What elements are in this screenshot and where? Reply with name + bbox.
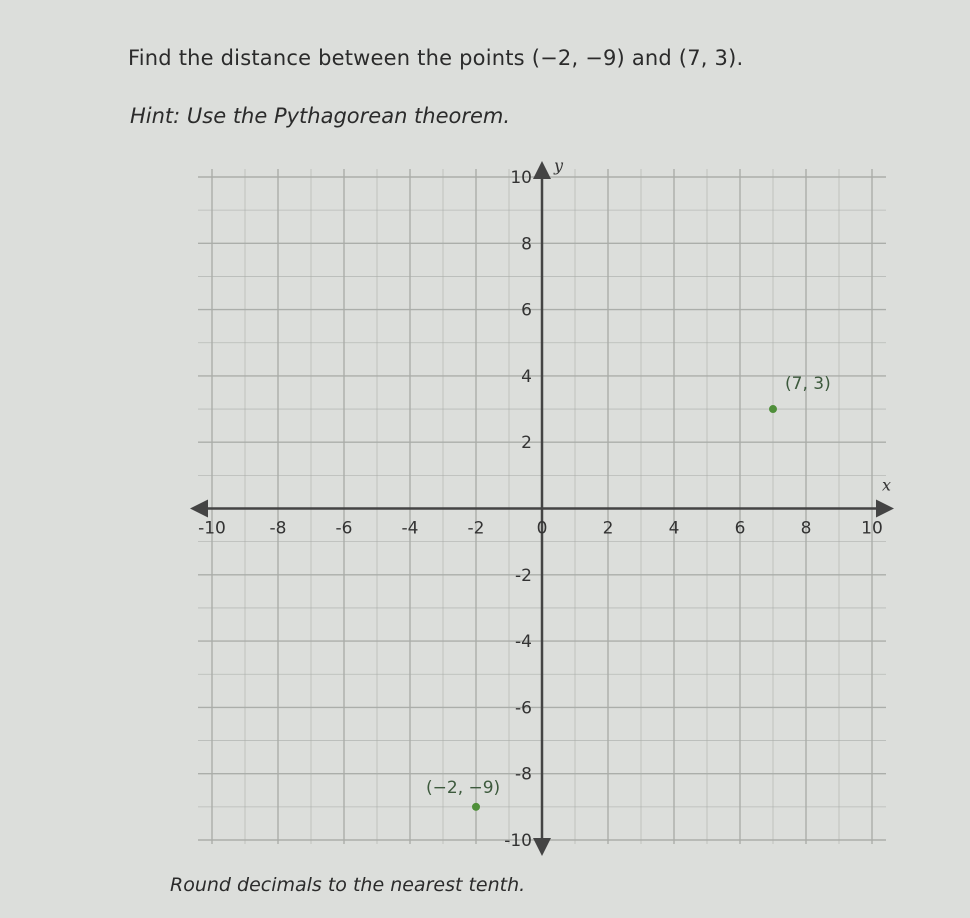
y-tick-label: -4 bbox=[515, 632, 532, 653]
y-tick-label: -6 bbox=[515, 698, 532, 719]
point-label: (7, 3) bbox=[785, 374, 831, 395]
x-tick-label: 2 bbox=[602, 518, 614, 539]
data-point bbox=[472, 803, 480, 811]
x-tick-label: 8 bbox=[800, 518, 812, 539]
y-tick-label: -2 bbox=[515, 565, 532, 586]
y-axis-arrow-up bbox=[533, 161, 551, 179]
hint-text: Hint: Use the Pythagorean theorem. bbox=[130, 104, 511, 128]
x-tick-label: -8 bbox=[269, 518, 287, 539]
y-tick-label: 8 bbox=[521, 234, 532, 255]
x-tick-label: -2 bbox=[467, 518, 485, 539]
x-tick-label: 6 bbox=[734, 518, 746, 539]
y-axis-arrow-down bbox=[533, 838, 551, 856]
y-tick-label: 6 bbox=[521, 300, 532, 321]
x-tick-label: 10 bbox=[861, 518, 883, 539]
x-tick-label: 4 bbox=[668, 518, 680, 539]
x-axis-label: x bbox=[882, 475, 892, 495]
axes bbox=[190, 161, 894, 856]
point-label: (−2, −9) bbox=[426, 777, 501, 798]
x-axis-arrow-left bbox=[190, 500, 208, 518]
y-tick-label: 4 bbox=[521, 366, 532, 387]
y-axis-label: y bbox=[554, 156, 564, 175]
data-point bbox=[769, 405, 777, 413]
y-tick-label: -10 bbox=[504, 831, 532, 851]
x-tick-label: -6 bbox=[335, 518, 353, 539]
y-tick-label: -8 bbox=[515, 764, 532, 785]
y-tick-label: 2 bbox=[521, 433, 532, 454]
rounding-instruction: Round decimals to the nearest tenth. bbox=[170, 874, 526, 896]
data-points bbox=[426, 374, 831, 811]
question-text: Find the distance between the points (−2, −9) and (7, 3). bbox=[128, 46, 744, 70]
y-tick-label: 10 bbox=[510, 168, 532, 188]
x-tick-label: -4 bbox=[401, 518, 419, 539]
x-tick-label: -10 bbox=[198, 518, 226, 539]
x-axis-arrow-right bbox=[876, 500, 894, 518]
x-tick-label: 0 bbox=[536, 518, 548, 539]
